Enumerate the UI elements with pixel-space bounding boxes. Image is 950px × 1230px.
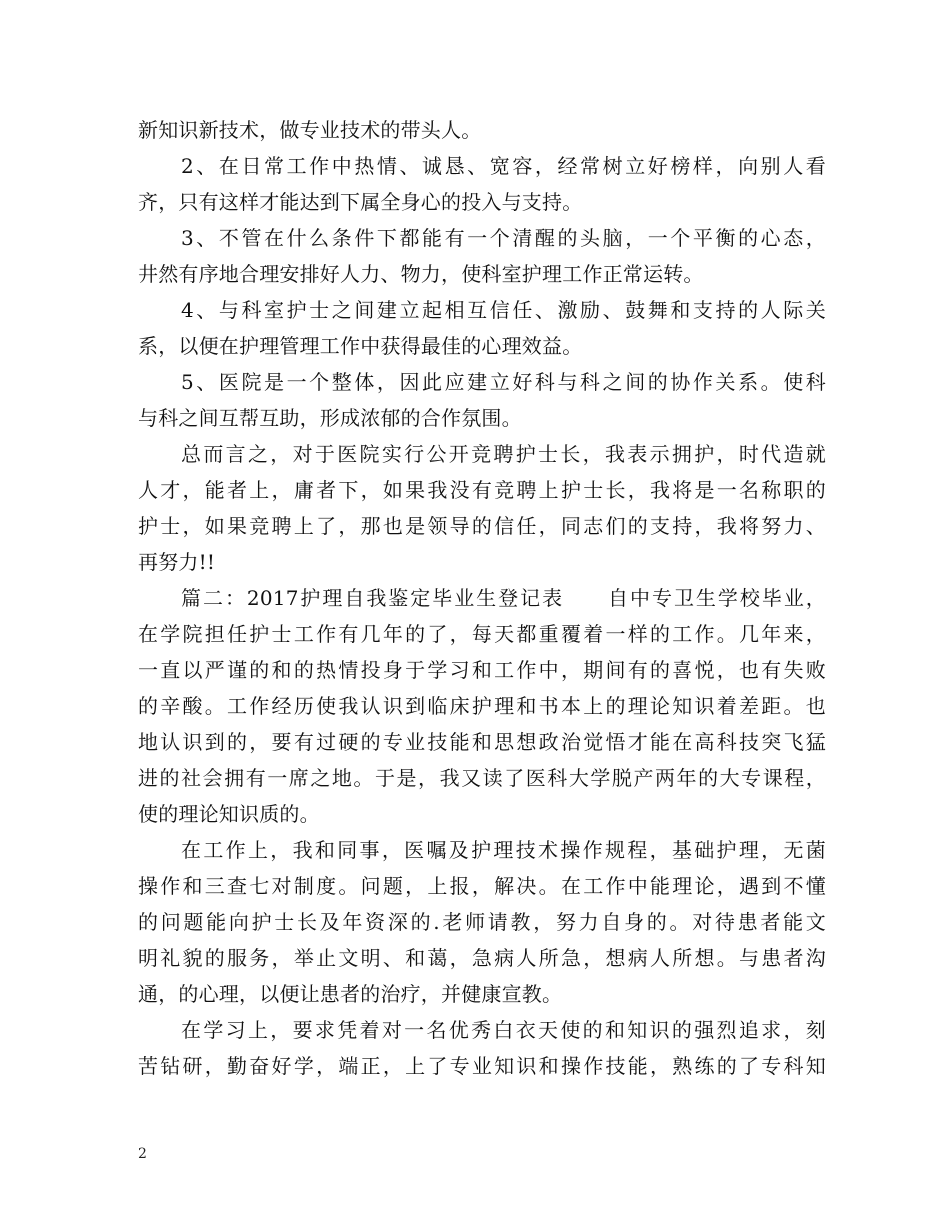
text-line: 2、在日常工作中热情、诚恳、宽容，经常树立好榜样，向别人看: [181, 154, 826, 178]
text-line: 3、不管在什么条件下都能有一个清醒的头脑，一个平衡的心态，: [181, 226, 826, 250]
text-line: 苦钻研，勤奋好学，端正，上了专业知识和操作技能，熟练的了专科知: [138, 1054, 826, 1078]
text-line: 再努力!!: [138, 550, 216, 574]
text-line: 明礼貌的服务，举止文明、和蔼，急病人所急，想病人所想。与患者沟: [138, 946, 826, 970]
text-line: 总而言之，对于医院实行公开竞聘护士长，我表示拥护，时代造就: [181, 442, 826, 466]
text-line: 齐，只有这样才能达到下属全身心的投入与支持。: [138, 190, 583, 214]
document-body: [138, 112, 826, 1084]
text-line: 护士，如果竞聘上了，那也是领导的信任，同志们的支持，我将努力、: [138, 514, 826, 538]
text-line: 在工作上，我和同事，医嘱及护理技术操作规程，基础护理，无菌: [181, 838, 826, 862]
text-line: 在学院担任护士工作有几年的了，每天都重覆着一样的工作。几年来，: [138, 622, 826, 646]
text-line: 井然有序地合理安排好人力、物力，使科室护理工作正常运转。: [138, 262, 704, 286]
text-line: 5、医院是一个整体，因此应建立好科与科之间的协作关系。使科: [181, 370, 826, 394]
text-line: 操作和三查七对制度。问题，上报，解决。在工作中能理论，遇到不懂: [138, 874, 826, 898]
text-line: 在学习上，要求凭着对一名优秀白衣天使的和知识的强烈追求，刻: [181, 1018, 826, 1042]
text-line: 一直以严谨的和的热情投身于学习和工作中，期间有的喜悦，也有失败: [138, 658, 826, 682]
text-line: 进的社会拥有一席之地。于是，我又读了医科大学脱产两年的大专课程，: [138, 766, 826, 790]
text-line: 4、与科室护士之间建立起相互信任、激励、鼓舞和支持的人际关: [181, 298, 826, 322]
text-line: 系，以便在护理管理工作中获得最佳的心理效益。: [138, 334, 583, 358]
text-line: 的问题能向护士长及年资深的.老师请教，努力自身的。对待患者能文: [138, 910, 826, 934]
text-line: 篇二：2017护理自我鉴定毕业生登记表 自中专卫生学校毕业，: [181, 586, 826, 610]
text-line: 地认识到的，要有过硬的专业技能和思想政治觉悟才能在高科技突飞猛: [138, 730, 826, 754]
text-line: 的辛酸。工作经历使我认识到临床护理和书本上的理论知识着差距。也: [138, 694, 826, 718]
text-line: 通，的心理，以便让患者的治疗，并健康宣教。: [138, 982, 563, 1006]
text-line: 新知识新技术，做专业技术的带头人。: [138, 118, 482, 142]
page-number: 2: [138, 1146, 147, 1162]
text-line: 使的理论知识质的。: [138, 802, 320, 826]
text-line: 与科之间互帮互助，形成浓郁的合作氛围。: [138, 406, 522, 430]
text-line: 人才，能者上，庸者下，如果我没有竞聘上护士长，我将是一名称职的: [138, 478, 826, 502]
